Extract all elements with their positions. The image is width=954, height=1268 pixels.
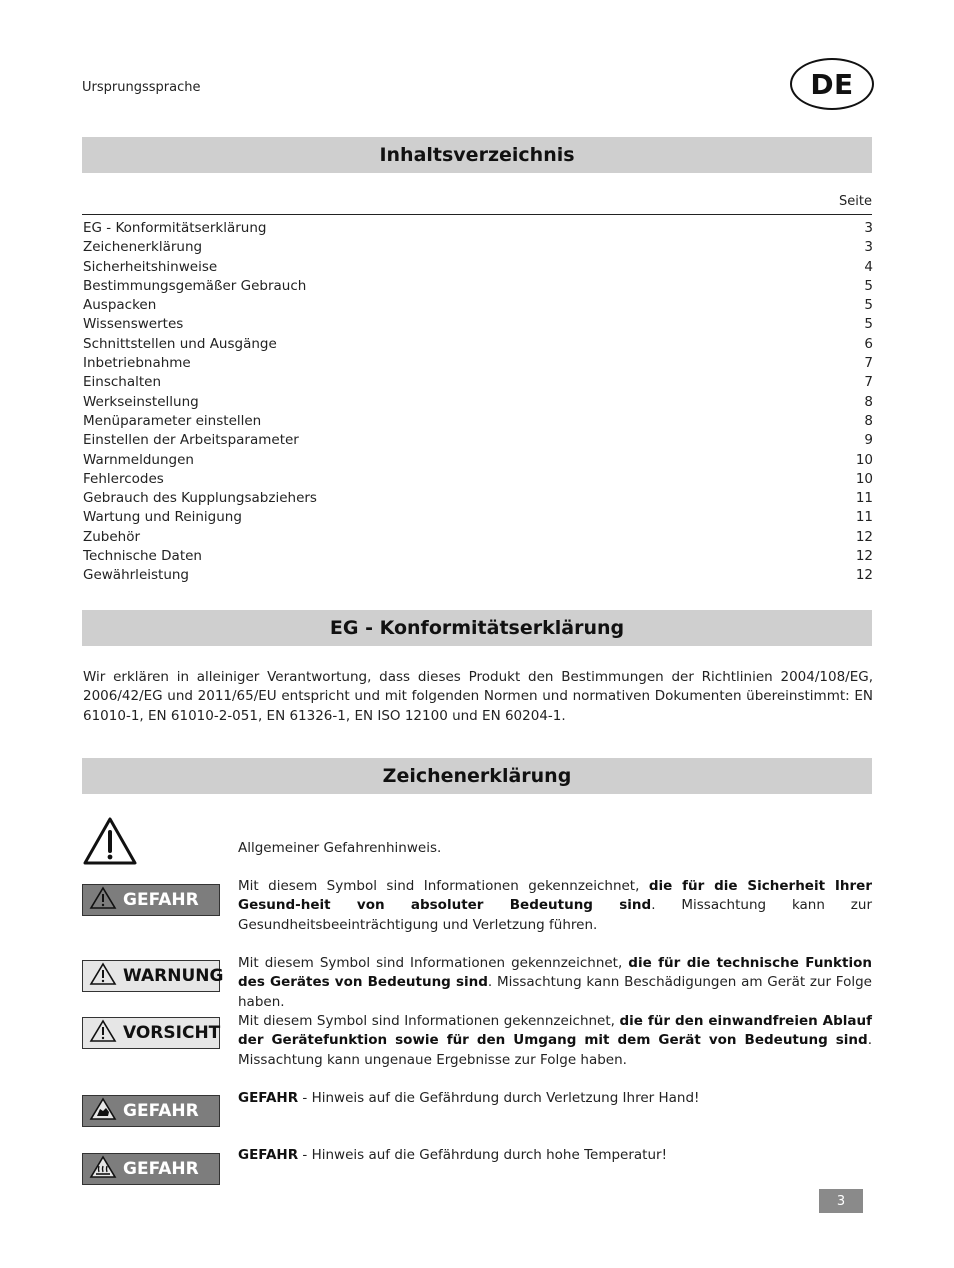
toc-entry-page: 5 — [864, 297, 873, 314]
toc-entry-label: Fehlercodes — [83, 470, 164, 487]
toc-entry — [83, 315, 873, 334]
toc-entry-label: Sicherheitshinweise — [83, 258, 218, 275]
toc-title: Inhaltsverzeichnis — [82, 137, 872, 173]
toc-entry — [83, 354, 873, 373]
language-label: Ursprungssprache — [82, 80, 201, 95]
toc-entry — [83, 431, 873, 450]
toc-entry-label: Warnmeldungen — [83, 451, 194, 468]
gefahr-hand-label-text: GEFAHR — [123, 1101, 199, 1121]
toc-entry-page: 11 — [855, 509, 873, 526]
vorsicht-label — [82, 1017, 220, 1049]
hand-injury-icon — [89, 1097, 117, 1126]
toc-entry-page: 11 — [855, 490, 873, 507]
toc-entry-label: Zubehör — [83, 528, 141, 545]
toc-entry-page: 12 — [855, 528, 873, 545]
toc-entry-label: Technische Daten — [83, 548, 202, 565]
toc-entry-page: 5 — [864, 277, 873, 294]
hot-surface-icon — [89, 1155, 117, 1184]
toc-entry-label: EG - Konformitätserklärung — [83, 220, 267, 236]
warnung-label-text: WARNUNG — [123, 966, 224, 986]
toc-entry — [83, 566, 873, 585]
gefahr-label-text: GEFAHR — [123, 890, 199, 910]
toc-entry-page: 8 — [864, 412, 873, 429]
toc-entry — [83, 258, 873, 277]
gefahr-heat-label — [82, 1153, 220, 1185]
toc-entry-page: 5 — [864, 316, 873, 333]
toc-entry-page: 4 — [864, 258, 873, 275]
toc-entry — [83, 277, 873, 296]
toc-entry — [83, 412, 873, 431]
toc-entry-page: 6 — [864, 335, 873, 352]
toc-entry-label: Gebrauch des Kupplungsabziehers — [83, 490, 317, 507]
toc-entry-page: 12 — [855, 548, 873, 565]
toc-entry-page: 10 — [855, 470, 873, 487]
symbols-title: Zeichenerklärung — [82, 758, 872, 794]
toc-entry-page: 7 — [864, 355, 873, 372]
warning-triangle-icon — [82, 816, 138, 870]
toc-entry — [83, 489, 873, 508]
toc-list — [83, 219, 873, 586]
toc-divider — [82, 214, 872, 215]
gefahr-hand-description: GEFAHR - Hinweis auf die Gefährdung durch Verletzung Ihrer Hand! — [238, 1090, 700, 1106]
vorsicht-label-text: VORSICHT — [123, 1023, 221, 1043]
toc-entry-page: 3 — [864, 220, 873, 236]
toc-entry-page: 8 — [864, 393, 873, 410]
conformity-title: EG - Konformitätserklärung — [82, 610, 872, 646]
toc-entry-label: Inbetriebnahme — [83, 355, 191, 372]
toc-entry-page: 12 — [855, 567, 873, 584]
toc-entry-label: Menüparameter einstellen — [83, 412, 262, 429]
toc-entry-page: 3 — [864, 239, 873, 256]
language-badge: DE — [790, 58, 874, 110]
toc-entry — [83, 219, 873, 238]
warning-triangle-icon — [89, 886, 117, 915]
warnung-label — [82, 960, 224, 992]
toc-entry-label: Werkseinstellung — [83, 393, 199, 410]
toc-entry — [83, 508, 873, 527]
toc-entry-label: Zeichenerklärung — [83, 239, 203, 256]
toc-entry-label: Auspacken — [83, 297, 157, 314]
toc-entry-label: Wissenswertes — [83, 316, 184, 333]
page-number: 3 — [819, 1189, 863, 1213]
toc-entry — [83, 373, 873, 392]
general-warning-text: Allgemeiner Gefahrenhinweis. — [238, 840, 442, 856]
toc-entry-label: Einstellen der Arbeitsparameter — [83, 432, 299, 449]
warning-triangle-icon — [89, 1019, 117, 1048]
toc-entry-label: Schnittstellen und Ausgänge — [83, 335, 277, 352]
conformity-text: Wir erklären in alleiniger Verantwortung, dass dieses Produkt den Bestimmungen der Richtlinien 2004/108/EG, 2006/42/EG und 2011/65/EU entspricht und mit folgenden Normen und normativen Dokumenten übereinstimmt: EN 61010-1, EN 61010-2-051, EN 61326-1, EN ISO 12100 und EN 60204-1. — [83, 669, 873, 724]
gefahr-description: Mit diesem Symbol sind Informationen gekennzeichnet, die für die Sicherheit Ihrer Gesund-heit von absoluter Bedeutung sind. Missachtung kann zur Gesundheitsbeeinträchtigung und Verletzung führen. — [238, 878, 872, 933]
toc-entry — [83, 528, 873, 547]
gefahr-heat-label-text: GEFAHR — [123, 1159, 199, 1179]
toc-entry — [83, 547, 873, 566]
gefahr-label — [82, 884, 220, 916]
toc-entry — [83, 470, 873, 489]
toc-entry — [83, 335, 873, 354]
toc-entry-page: 10 — [855, 451, 873, 468]
toc-entry-label: Wartung und Reinigung — [83, 509, 242, 526]
toc-page-column-label: Seite — [839, 194, 872, 209]
vorsicht-description: Mit diesem Symbol sind Informationen gekennzeichnet, die für den einwandfreien Ablauf der Gerätefunktion sowie für den Umgang mit dem Gerät von Bedeutung sind. Missachtung kann ungenaue Ergebnisse zur Folge haben. — [238, 1013, 873, 1068]
warning-triangle-icon — [89, 962, 117, 991]
toc-entry — [83, 451, 873, 470]
toc-entry-label: Gewährleistung — [83, 567, 190, 584]
toc-entry-page: 7 — [864, 374, 873, 391]
toc-entry-label: Bestimmungsgemäßer Gebrauch — [83, 277, 307, 294]
gefahr-hand-label — [82, 1095, 220, 1127]
toc-entry-page: 9 — [864, 432, 873, 449]
gefahr-heat-description: GEFAHR - Hinweis auf die Gefährdung durch hohe Temperatur! — [238, 1147, 667, 1163]
warnung-description: Mit diesem Symbol sind Informationen gekennzeichnet, die für die technische Funktion des Gerätes von Bedeutung sind. Missachtung kann Beschädigungen am Gerät zur Folge haben. — [238, 955, 872, 1010]
toc-entry — [83, 393, 873, 412]
toc-entry — [83, 296, 873, 315]
toc-entry-label: Einschalten — [83, 374, 162, 391]
toc-entry — [83, 238, 873, 257]
